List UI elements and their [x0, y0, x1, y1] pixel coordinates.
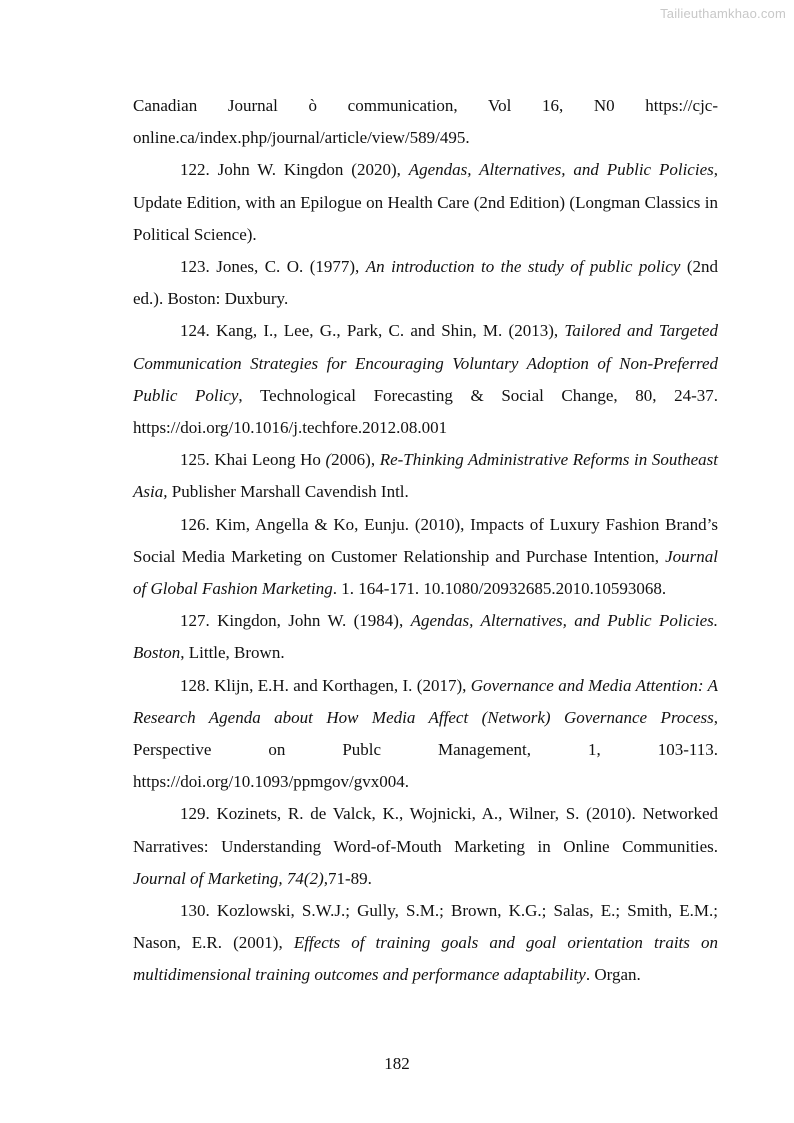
ref-title: Governance and Media Attention: A Research Agenda about How Media Affect (Network) Governance Process: [133, 675, 718, 727]
ref-text: 124. Kang, I., Lee, G., Park, C. and Shin, M. (2013),: [180, 321, 565, 341]
ref-text: 2006),: [331, 450, 380, 470]
reference-list: [133, 90, 718, 992]
ref-text: . Organ.: [585, 965, 641, 985]
ref-title: Journal of Global Fashion Marketing: [133, 546, 718, 599]
ref-text: 130. Kozlowski, S.W.J.; Gully, S.M.; Brown, K.G.; Salas, E.; Smith, E.M.; Nason, E.R. (2001),: [133, 901, 718, 953]
ref-text: 123. Jones, C. O. (1977),: [180, 257, 366, 277]
ref-text: 127. Kingdon, John W. (1984),: [180, 611, 411, 631]
ref-text: . 1. 164-171. 10.1080/20932685.2010.10593068.: [332, 579, 667, 599]
ref-text: , Technological Forecasting & Social Change, 80, 24-37. https://doi.org/10.1016/j.techfore.2012.08.001: [133, 385, 718, 438]
reference-continued: [133, 90, 718, 154]
ref-title: Re-Thinking Administrative Reforms in Southeast Asia,: [133, 450, 718, 502]
ref-title: Tailored and Targeted Communication Strategies for Encouraging Voluntary Adoption of Non-Preferred Public Policy: [133, 321, 718, 405]
reference-123: [133, 251, 718, 315]
ref-text: , Little, Brown.: [180, 643, 285, 663]
ref-text: (: [325, 450, 332, 470]
ref-title: Journal of Marketing, 74(2),: [133, 868, 328, 888]
reference-124: [133, 315, 718, 444]
ref-text: 129. Kozinets, R. de Valck, K., Wojnicki, A., Wilner, S. (2010). Networked Narratives: Understanding Word-of-Mouth Marketing in Online Communities.: [133, 804, 718, 856]
reference-125: [133, 444, 718, 508]
reference-129: [133, 798, 718, 895]
ref-text: 126. Kim, Angella & Ko, Eunju. (2010), Impacts of Luxury Fashion Brand’s Social Media Marketing on Customer Relationship and Purchase Intention,: [133, 514, 718, 566]
reference-126: [133, 509, 718, 606]
reference-130: [133, 895, 718, 992]
ref-text: , Update Edition, with an Epilogue on Health Care (2nd Edition) (Longman Classics in Political Science).: [133, 160, 718, 244]
ref-text: Publisher Marshall Cavendish Intl.: [167, 482, 409, 502]
ref-text: (2nd ed.). Boston: Duxbury.: [133, 257, 718, 309]
ref-text: , Perspective on Publc Management, 1, 103-113. https://doi.org/10.1093/ppmgov/gvx004.: [133, 707, 718, 792]
ref-text: 128. Klijn, E.H. and Korthagen, I. (2017),: [180, 675, 471, 695]
ref-title: Effects of training goals and goal orientation traits on multidimensional training outcomes and performance adaptability: [133, 933, 718, 985]
ref-text: 122. John W. Kingdon (2020),: [180, 160, 409, 180]
ref-text: Canadian Journal ò communication, Vol 16, N0 https://cjc-online.ca/index.php/journal/article/view/589/495.: [133, 96, 718, 148]
reference-122: [133, 154, 718, 251]
ref-title: Agendas, Alternatives, and Public Policies. Boston: [133, 611, 718, 663]
page-number: 182: [384, 1054, 410, 1073]
ref-text: 125. Khai Leong Ho: [180, 450, 326, 470]
ref-title: An introduction to the study of public policy: [365, 257, 681, 277]
reference-127: [133, 605, 718, 669]
watermark: Tailieuthamkhao.com: [660, 6, 786, 21]
ref-title: Agendas, Alternatives, and Public Policies: [408, 160, 714, 180]
reference-128: [133, 670, 718, 799]
ref-text: 71-89.: [328, 868, 372, 888]
